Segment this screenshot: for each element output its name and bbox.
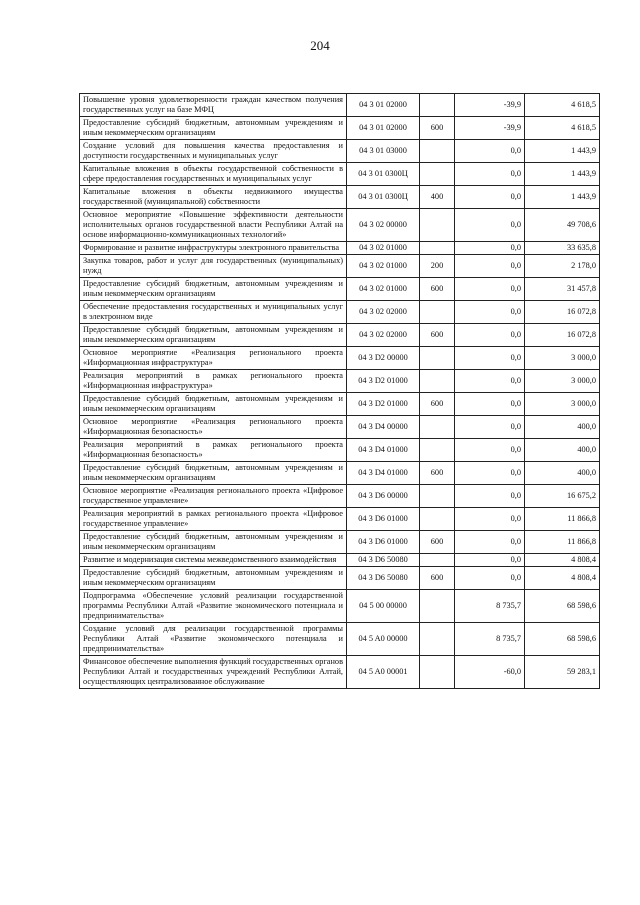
row-change-amount: 0,0 [455, 531, 525, 554]
page-number: 204 [310, 38, 330, 53]
table-row [80, 416, 600, 439]
row-total-amount: 68 598,6 [525, 590, 600, 623]
row-classification-code: 04 3 D2 01000 [347, 393, 420, 416]
row-total-amount: 31 457,8 [525, 278, 600, 301]
row-change-amount: 8 735,7 [455, 623, 525, 656]
row-description: Развитие и модернизация системы межведомственного взаимодействия [80, 554, 347, 567]
table-row [80, 186, 600, 209]
row-total-amount: 4 808,4 [525, 554, 600, 567]
row-total-amount: 400,0 [525, 462, 600, 485]
row-description: Финансовое обеспечение выполнения функций государственных органов Республики Алтай и государственных учреждений Республики Алтай, осуществляющих централизованное обслуживание [80, 656, 347, 689]
row-expense-type [420, 485, 455, 508]
row-total-amount: 3 000,0 [525, 347, 600, 370]
row-total-amount: 68 598,6 [525, 623, 600, 656]
table-row [80, 462, 600, 485]
row-classification-code: 04 5 A0 00001 [347, 656, 420, 689]
row-description: Капитальные вложения в объекты недвижимого имущества государственной (муниципальной) собственности [80, 186, 347, 209]
row-description: Основное мероприятие «Реализация регионального проекта «Информационная безопасность» [80, 416, 347, 439]
row-description: Обеспечение предоставления государственных и муниципальных услуг в электронном виде [80, 301, 347, 324]
budget-table-body [80, 94, 600, 689]
row-expense-type: 600 [420, 278, 455, 301]
row-description: Предоставление субсидий бюджетным, автономным учреждениям и иным некоммерческим организациям [80, 117, 347, 140]
budget-table [79, 93, 600, 689]
row-classification-code: 04 3 01 03000 [347, 140, 420, 163]
row-description: Реализация мероприятий в рамках регионального проекта «Информационная инфраструктура» [80, 370, 347, 393]
row-change-amount: 0,0 [455, 140, 525, 163]
row-total-amount: 59 283,1 [525, 656, 600, 689]
row-description: Формирование и развитие инфраструктуры электронного правительства [80, 242, 347, 255]
table-row [80, 209, 600, 242]
row-change-amount: 0,0 [455, 301, 525, 324]
row-expense-type [420, 347, 455, 370]
row-change-amount: 0,0 [455, 209, 525, 242]
row-expense-type [420, 209, 455, 242]
row-classification-code: 04 3 02 00000 [347, 209, 420, 242]
row-classification-code: 04 3 D6 00000 [347, 485, 420, 508]
row-change-amount: 0,0 [455, 255, 525, 278]
row-total-amount: 3 000,0 [525, 393, 600, 416]
row-change-amount: 0,0 [455, 186, 525, 209]
row-description: Предоставление субсидий бюджетным, автономным учреждениям и иным некоммерческим организациям [80, 324, 347, 347]
row-total-amount: 16 675,2 [525, 485, 600, 508]
row-total-amount: 4 618,5 [525, 94, 600, 117]
row-description: Реализация мероприятий в рамках регионального проекта «Цифровое государственное управление» [80, 508, 347, 531]
row-total-amount: 11 866,8 [525, 508, 600, 531]
row-classification-code: 04 3 02 02000 [347, 301, 420, 324]
row-total-amount: 1 443,9 [525, 163, 600, 186]
row-change-amount: 0,0 [455, 439, 525, 462]
row-change-amount: 0,0 [455, 416, 525, 439]
table-row [80, 508, 600, 531]
row-description: Подпрограмма «Обеспечение условий реализации государственной программы Республики Алтай «Развитие экономического потенциала и предпринимательства» [80, 590, 347, 623]
row-classification-code: 04 3 01 02000 [347, 117, 420, 140]
row-total-amount: 1 443,9 [525, 186, 600, 209]
table-row [80, 140, 600, 163]
row-total-amount: 3 000,0 [525, 370, 600, 393]
table-row [80, 324, 600, 347]
row-total-amount: 49 708,6 [525, 209, 600, 242]
row-description: Основное мероприятие «Реализация регионального проекта «Информационная инфраструктура» [80, 347, 347, 370]
row-description: Предоставление субсидий бюджетным, автономным учреждениям и иным некоммерческим организациям [80, 531, 347, 554]
row-change-amount: 0,0 [455, 462, 525, 485]
row-change-amount: 0,0 [455, 324, 525, 347]
table-row [80, 301, 600, 324]
table-row [80, 554, 600, 567]
row-description: Предоставление субсидий бюджетным, автономным учреждениям и иным некоммерческим организациям [80, 278, 347, 301]
row-description: Предоставление субсидий бюджетным, автономным учреждениям и иным некоммерческим организациям [80, 567, 347, 590]
row-change-amount: 0,0 [455, 370, 525, 393]
row-expense-type [420, 94, 455, 117]
row-expense-type [420, 508, 455, 531]
row-expense-type: 600 [420, 531, 455, 554]
row-expense-type: 600 [420, 462, 455, 485]
row-classification-code: 04 3 02 02000 [347, 324, 420, 347]
row-expense-type [420, 416, 455, 439]
table-row [80, 623, 600, 656]
row-expense-type [420, 242, 455, 255]
row-total-amount: 16 072,8 [525, 324, 600, 347]
row-expense-type: 600 [420, 567, 455, 590]
row-expense-type [420, 554, 455, 567]
row-expense-type [420, 163, 455, 186]
row-change-amount: 0,0 [455, 278, 525, 301]
table-row [80, 590, 600, 623]
row-classification-code: 04 3 01 0300Ц [347, 163, 420, 186]
row-description: Создание условий для повышения качества предоставления и доступности государственных и муниципальных услуг [80, 140, 347, 163]
table-row [80, 393, 600, 416]
row-description: Основное мероприятие «Реализация регионального проекта «Цифровое государственное управление» [80, 485, 347, 508]
row-change-amount: 0,0 [455, 163, 525, 186]
table-row [80, 242, 600, 255]
row-classification-code: 04 3 02 01000 [347, 278, 420, 301]
row-classification-code: 04 5 A0 00000 [347, 623, 420, 656]
row-expense-type [420, 439, 455, 462]
row-total-amount: 16 072,8 [525, 301, 600, 324]
table-row [80, 163, 600, 186]
row-change-amount: -39,9 [455, 94, 525, 117]
table-row [80, 255, 600, 278]
row-change-amount: 0,0 [455, 393, 525, 416]
row-expense-type [420, 590, 455, 623]
row-classification-code: 04 3 D4 00000 [347, 416, 420, 439]
row-expense-type: 600 [420, 324, 455, 347]
row-description: Создание условий для реализации государственной программы Республики Алтай «Развитие экономического потенциала и предпринимательства» [80, 623, 347, 656]
row-total-amount: 33 635,8 [525, 242, 600, 255]
row-description: Повышение уровня удовлетворенности граждан качеством получения государственных услуг на базе МФЦ [80, 94, 347, 117]
row-expense-type [420, 301, 455, 324]
row-classification-code: 04 3 D6 50080 [347, 554, 420, 567]
row-classification-code: 04 3 02 01000 [347, 255, 420, 278]
row-total-amount: 11 866,8 [525, 531, 600, 554]
row-total-amount: 400,0 [525, 439, 600, 462]
table-row [80, 347, 600, 370]
row-total-amount: 4 618,5 [525, 117, 600, 140]
row-classification-code: 04 3 01 0300Ц [347, 186, 420, 209]
row-change-amount: -60,0 [455, 656, 525, 689]
row-classification-code: 04 3 D4 01000 [347, 439, 420, 462]
row-total-amount: 4 808,4 [525, 567, 600, 590]
table-row [80, 567, 600, 590]
row-change-amount: 8 735,7 [455, 590, 525, 623]
row-description: Предоставление субсидий бюджетным, автономным учреждениям и иным некоммерческим организациям [80, 393, 347, 416]
row-change-amount: 0,0 [455, 485, 525, 508]
row-classification-code: 04 3 D6 01000 [347, 508, 420, 531]
row-classification-code: 04 3 D6 01000 [347, 531, 420, 554]
row-description: Основное мероприятие «Повышение эффективности деятельности исполнительных органов государственной власти Республики Алтай на основе информационно-коммуникационных технологий» [80, 209, 347, 242]
row-description: Реализация мероприятий в рамках регионального проекта «Информационная безопасность» [80, 439, 347, 462]
row-change-amount: 0,0 [455, 554, 525, 567]
row-expense-type: 600 [420, 117, 455, 140]
table-row [80, 278, 600, 301]
table-row [80, 656, 600, 689]
row-change-amount: 0,0 [455, 567, 525, 590]
row-classification-code: 04 3 02 01000 [347, 242, 420, 255]
row-expense-type [420, 140, 455, 163]
table-row [80, 531, 600, 554]
row-expense-type [420, 656, 455, 689]
row-description: Закупка товаров, работ и услуг для государственных (муниципальных) нужд [80, 255, 347, 278]
table-row [80, 117, 600, 140]
row-expense-type [420, 370, 455, 393]
row-change-amount: -39,9 [455, 117, 525, 140]
row-description: Предоставление субсидий бюджетным, автономным учреждениям и иным некоммерческим организациям [80, 462, 347, 485]
row-expense-type [420, 623, 455, 656]
row-classification-code: 04 3 D4 01000 [347, 462, 420, 485]
row-expense-type: 200 [420, 255, 455, 278]
row-total-amount: 2 178,0 [525, 255, 600, 278]
row-change-amount: 0,0 [455, 242, 525, 255]
row-change-amount: 0,0 [455, 347, 525, 370]
row-change-amount: 0,0 [455, 508, 525, 531]
table-row [80, 485, 600, 508]
row-classification-code: 04 3 D6 50080 [347, 567, 420, 590]
row-classification-code: 04 3 01 02000 [347, 94, 420, 117]
row-classification-code: 04 5 00 00000 [347, 590, 420, 623]
row-expense-type: 600 [420, 393, 455, 416]
table-row [80, 439, 600, 462]
row-classification-code: 04 3 D2 01000 [347, 370, 420, 393]
row-classification-code: 04 3 D2 00000 [347, 347, 420, 370]
row-description: Капитальные вложения в объекты государственной собственности в сфере предоставления государственных и муниципальных услуг [80, 163, 347, 186]
row-expense-type: 400 [420, 186, 455, 209]
row-total-amount: 400,0 [525, 416, 600, 439]
table-row [80, 370, 600, 393]
row-total-amount: 1 443,9 [525, 140, 600, 163]
table-row [80, 94, 600, 117]
